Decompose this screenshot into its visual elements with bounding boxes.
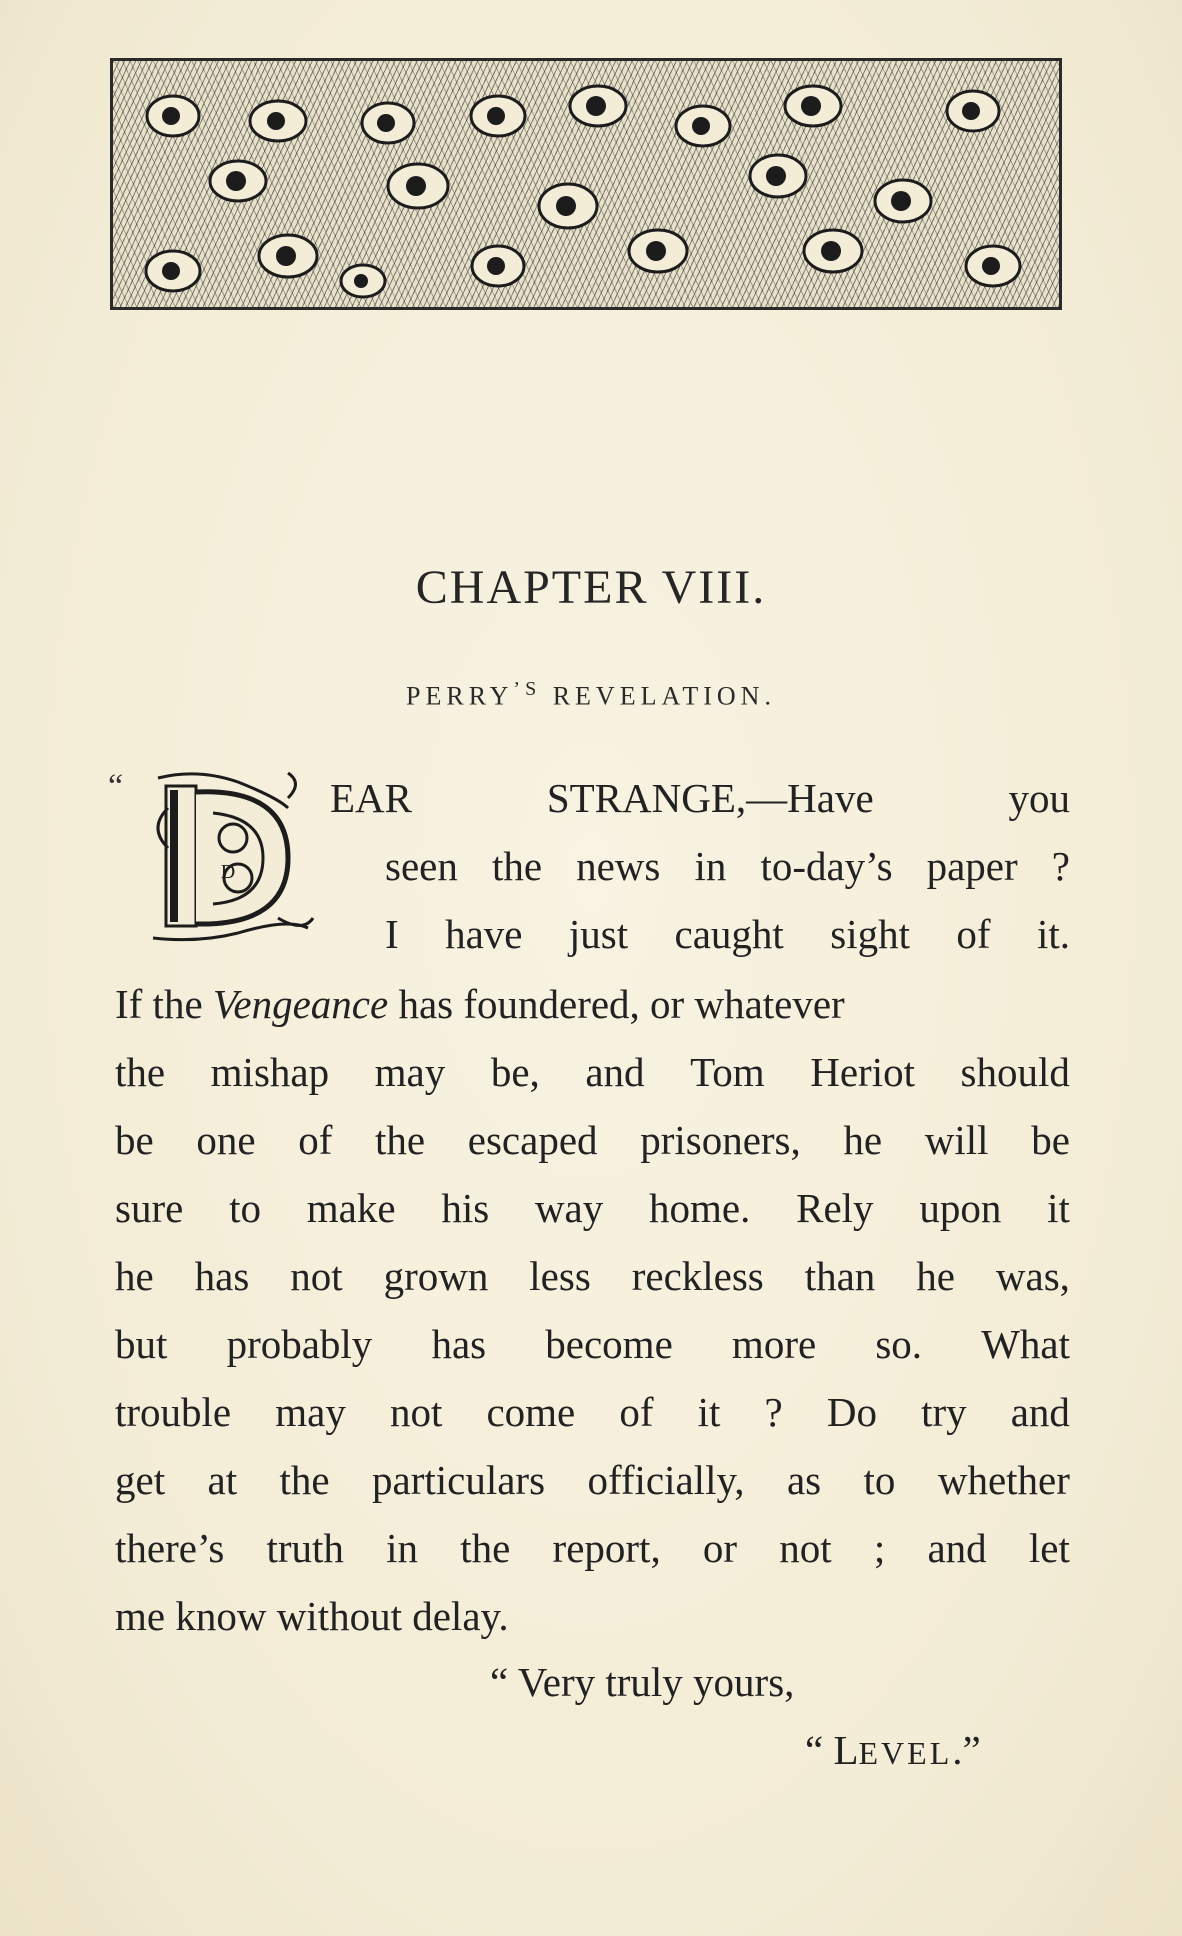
word: it [1047,1185,1070,1231]
line-text: has foundered, or whatever [388,981,845,1027]
signature-name: EVEL [858,1735,953,1771]
subtitle-possessive: ’S [513,678,542,700]
signature-initial: L [833,1727,859,1773]
word: probably [226,1321,373,1367]
word: report, [552,1525,661,1571]
word: particulars [372,1457,546,1503]
word: in [386,1525,419,1571]
subtitle-owner: PERRY [406,681,514,711]
letter-line-4 [115,976,1070,1032]
word: more [731,1321,817,1367]
word: seen [385,843,458,889]
signature-close-quote: .” [952,1727,981,1773]
letter-line-9 [115,1316,1070,1372]
word: Rely [796,1185,874,1231]
word: EAR [330,775,412,821]
letter-line-13: me know without delay. [115,1593,509,1639]
word: let [1028,1525,1070,1571]
letter-line-12 [115,1520,1070,1576]
word: try [921,1389,967,1435]
word: to [229,1185,261,1231]
word: reckless [631,1253,764,1299]
word: at [207,1457,238,1503]
word: I [385,911,399,957]
word: has [194,1253,250,1299]
word: prisoners, [640,1117,801,1163]
signature-open-quote: “ [805,1727,834,1773]
word: the [115,1049,166,1095]
word: become [545,1321,673,1367]
word: home. [649,1185,751,1231]
word: as [786,1457,822,1503]
word: upon [919,1185,1002,1231]
word: get [115,1457,166,1503]
drop-cap-letter: D [220,861,236,883]
letter-line-8 [115,1248,1070,1304]
word: of [619,1389,654,1435]
word: trouble [115,1389,232,1435]
word: of [956,911,991,957]
letter-line-6 [115,1112,1070,1168]
chapter-subtitle [0,678,1182,712]
word: sight [830,911,910,957]
word: the [460,1525,511,1571]
word: Heriot [810,1049,915,1095]
word: Do [826,1389,877,1435]
word: in [694,843,727,889]
word: grown [383,1253,489,1299]
word: come [486,1389,576,1435]
word: he [115,1253,154,1299]
word: he [843,1117,883,1163]
word: truth [266,1525,344,1571]
word: whether [937,1457,1070,1503]
word: he [916,1253,955,1299]
subtitle-rest: REVELATION. [541,681,776,711]
word: make [306,1185,396,1231]
word: ? [764,1389,783,1435]
word: be [115,1117,154,1163]
word: to [863,1457,896,1503]
word: and [1010,1389,1070,1435]
letter-signature [805,1726,981,1774]
letter-line-2 [385,838,1070,894]
word: and [927,1525,987,1571]
ship-name: Vengeance [212,981,389,1027]
letter-line-1 [330,770,1070,826]
word: not [779,1525,832,1571]
word: have [445,911,523,957]
word: you [1008,775,1070,821]
word: ? [1051,843,1070,889]
word: one [196,1117,256,1163]
opening-quote: “ [108,768,124,805]
word: it. [1036,911,1070,957]
feather-eyes-ornament [113,61,1059,307]
word: there’s [115,1525,225,1571]
ornamental-drop-cap [138,768,318,946]
line-text: If the [115,981,213,1027]
letter-closing: “ Very truly yours, [490,1659,795,1705]
word: the [279,1457,330,1503]
word: officially, [587,1457,745,1503]
word: it [697,1389,721,1435]
word: caught [674,911,784,957]
word: to-day’s [760,843,893,889]
word: may [275,1389,346,1435]
word: less [529,1253,591,1299]
word: the [491,843,543,889]
word: should [960,1049,1070,1095]
word: be [1031,1117,1070,1163]
word: will [924,1117,989,1163]
word: Tom [690,1049,765,1095]
word: but [115,1321,168,1367]
word: and [585,1049,645,1095]
word: or [702,1525,738,1571]
word: his [441,1185,490,1231]
peacock-feather-headpiece [110,58,1062,310]
word: of [298,1117,333,1163]
letter-line-3 [385,906,1070,962]
letter-line-7 [115,1180,1070,1236]
word: may [374,1049,446,1095]
word: STRANGE,—Have [546,775,874,821]
word: way [534,1185,604,1231]
word: not [290,1253,343,1299]
word: paper [926,843,1018,889]
word: escaped [467,1117,598,1163]
word: ; [873,1525,886,1571]
word: was, [995,1253,1070,1299]
word: be, [490,1049,540,1095]
word: just [568,911,629,957]
word: mishap [210,1049,330,1095]
word: than [804,1253,876,1299]
word: sure [115,1185,184,1231]
letter-line-10 [115,1384,1070,1440]
letter-line-5 [115,1044,1070,1100]
word: the [375,1117,426,1163]
word: What [981,1321,1070,1367]
word: has [431,1321,487,1367]
word: so. [875,1321,923,1367]
word: news [576,843,661,889]
chapter-title: CHAPTER VIII. [415,561,767,614]
letter-line-11 [115,1452,1070,1508]
word: not [389,1389,443,1435]
